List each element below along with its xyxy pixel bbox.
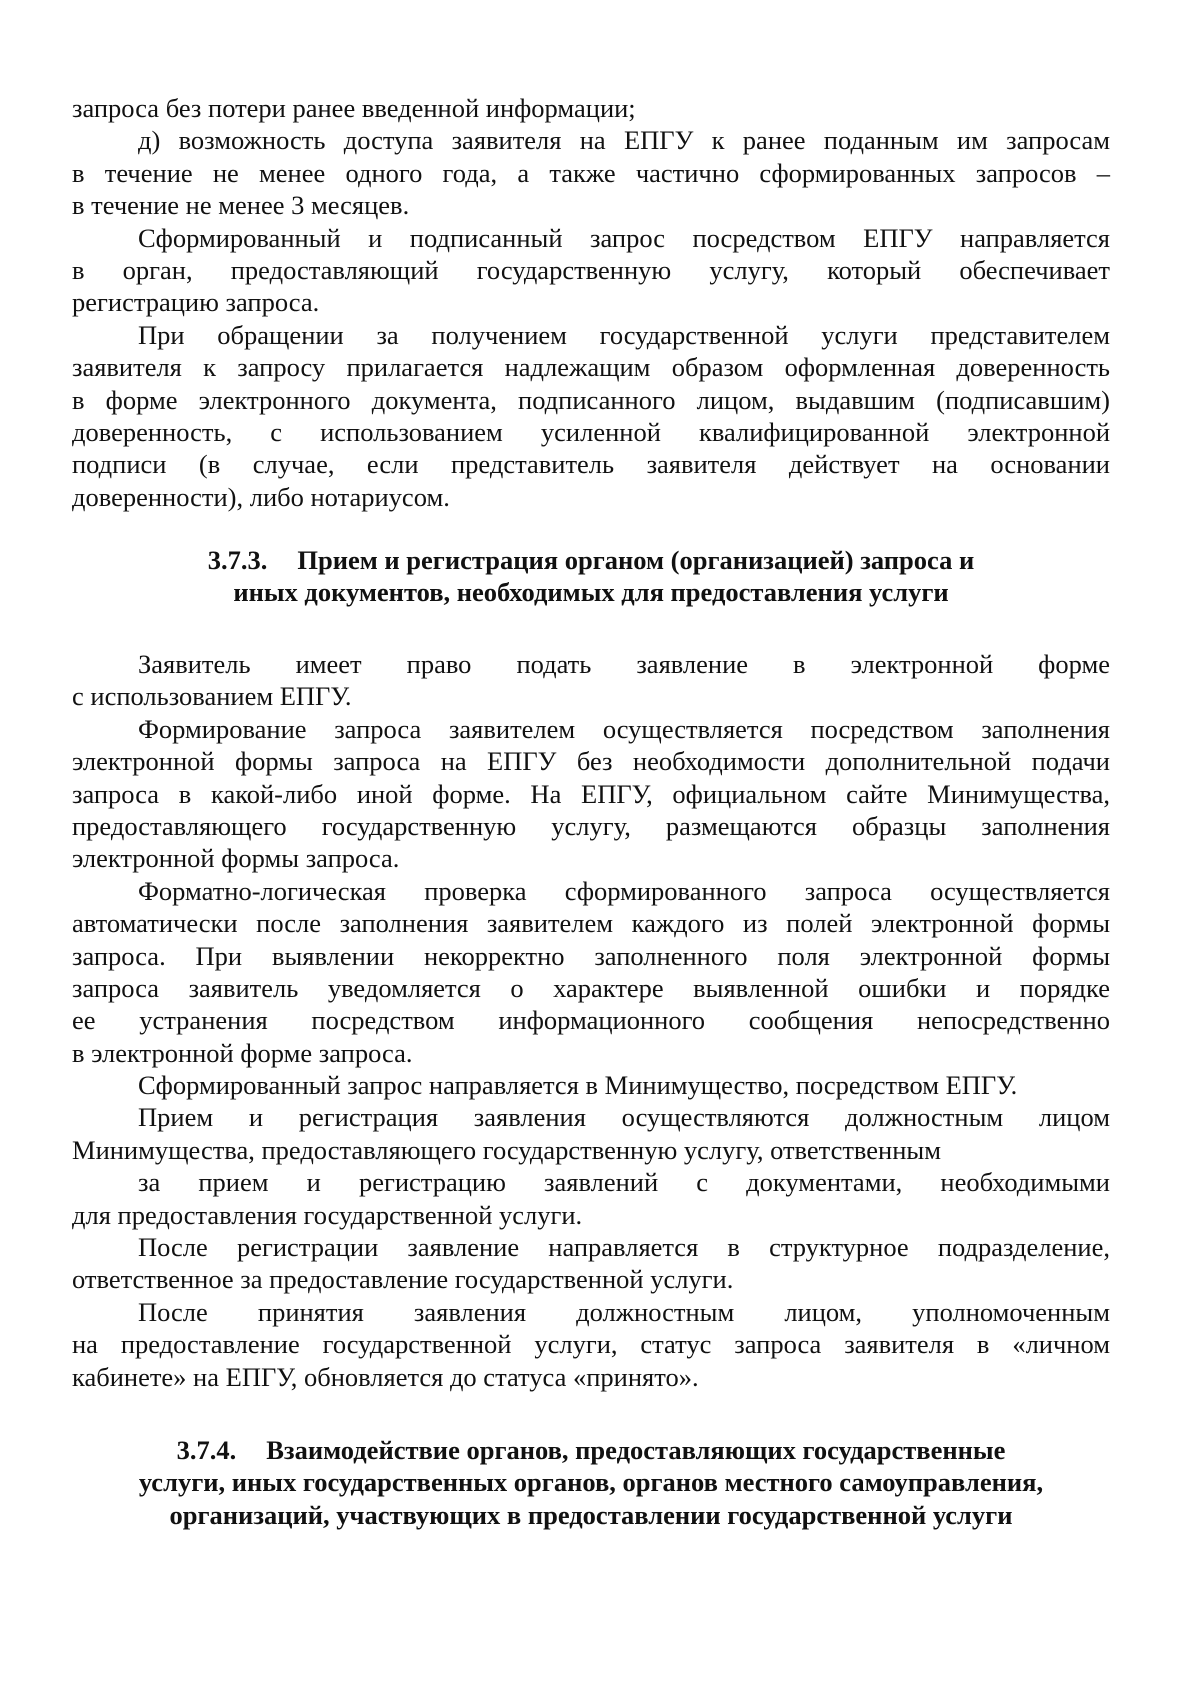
- text-line: кабинете» на ЕПГУ, обновляется до статуса «принято».: [72, 1361, 699, 1392]
- text-line: с использованием ЕПГУ.: [72, 681, 352, 712]
- text-line: для предоставления государственной услуги.: [72, 1199, 583, 1230]
- section-title: услуги, иных государственных органов, органов местного самоуправления,: [138, 1467, 1044, 1498]
- text-line: запроса в какой-либо иной форме. На ЕПГУ, официальном сайте Минимущества,: [72, 778, 1110, 809]
- text-line: в форме электронного документа, подписанного лицом, выдавшим (подписавшим): [72, 384, 1110, 415]
- text-line: Заявитель имеет право подать заявление в электронной форме: [138, 649, 1110, 679]
- section-heading-3-7-4: [72, 1434, 1110, 1531]
- text-line: запроса заявитель уведомляется о характере выявленной ошибки и порядке: [72, 972, 1110, 1003]
- text-line: заявителя к запросу прилагается надлежащим образом оформленная доверенность: [72, 352, 1110, 383]
- section-title: организаций, участвующих в предоставлении государственной услуги: [169, 1499, 1013, 1530]
- text-line: подписи (в случае, если представитель заявителя действует на основании: [72, 449, 1110, 480]
- text-line: доверенность, с использованием усиленной квалифицированной электронной: [72, 416, 1110, 447]
- text-block-1: [72, 92, 1110, 513]
- text-line: Прием и регистрация заявления осуществляются должностным лицом: [138, 1102, 1110, 1133]
- text-line: предоставляющего государственную услугу, размещаются образцы заполнения: [72, 810, 1110, 841]
- text-line: ответственное за предоставление государственной услуги.: [72, 1264, 734, 1295]
- text-line: в течение не менее одного года, а также частично сформированных запросов –: [72, 157, 1110, 188]
- text-line: Минимущества, предоставляющего государственную услугу, ответственным: [72, 1134, 941, 1165]
- text-line: в орган, предоставляющий государственную услугу, который обеспечивает: [72, 254, 1110, 285]
- section-title: иных документов, необходимых для предоставления услуги: [233, 577, 949, 608]
- text-line: Форматно-логическая проверка сформированного запроса осуществляется: [138, 875, 1110, 906]
- text-line: ее устранения посредством информационного сообщения непосредственно: [72, 1005, 1110, 1036]
- text-line: на предоставление государственной услуги, статус запроса заявителя в «личном: [72, 1329, 1110, 1360]
- text-line: за прием и регистрацию заявлений с документами, необходимыми: [138, 1167, 1110, 1198]
- text-line: электронной формы запроса на ЕПГУ без необходимости дополнительной подачи: [72, 746, 1110, 777]
- text-line: запроса. При выявлении некорректно заполненного поля электронной формы: [72, 940, 1110, 971]
- text-line: Формирование запроса заявителем осуществляется посредством заполнения: [138, 713, 1110, 744]
- section-title: Прием и регистрация органом (организацией) запроса и: [297, 545, 975, 575]
- section-number: 3.7.4.: [176, 1435, 237, 1465]
- text-line: автоматически после заполнения заявителем каждого из полей электронной формы: [72, 908, 1110, 939]
- text-line: в электронной форме запроса.: [72, 1037, 413, 1068]
- text-line: Сформированный и подписанный запрос посредством ЕПГУ направляется: [138, 222, 1110, 253]
- section-number: 3.7.3.: [207, 545, 268, 575]
- text-block-2: [72, 648, 1110, 1393]
- text-line: доверенности), либо нотариусом.: [72, 481, 450, 512]
- text-line: При обращении за получением государственной услуги представителем: [138, 319, 1110, 350]
- section-title: Взаимодействие органов, предоставляющих государственные: [266, 1435, 1006, 1465]
- text-line: в течение не менее 3 месяцев.: [72, 190, 410, 221]
- section-heading-3-7-3: [72, 544, 1110, 609]
- text-line: регистрацию запроса.: [72, 287, 320, 318]
- text-line: электронной формы запроса.: [72, 843, 400, 874]
- text-line: После принятия заявления должностным лицом, уполномоченным: [138, 1296, 1110, 1327]
- text-line: После регистрации заявление направляется в структурное подразделение,: [138, 1232, 1110, 1263]
- text-line: Сформированный запрос направляется в Минимущество, посредством ЕПГУ.: [138, 1070, 1018, 1101]
- text-line: запроса без потери ранее введенной информации;: [72, 93, 636, 123]
- text-line: д) возможность доступа заявителя на ЕПГУ к ранее поданным им запросам: [138, 125, 1110, 156]
